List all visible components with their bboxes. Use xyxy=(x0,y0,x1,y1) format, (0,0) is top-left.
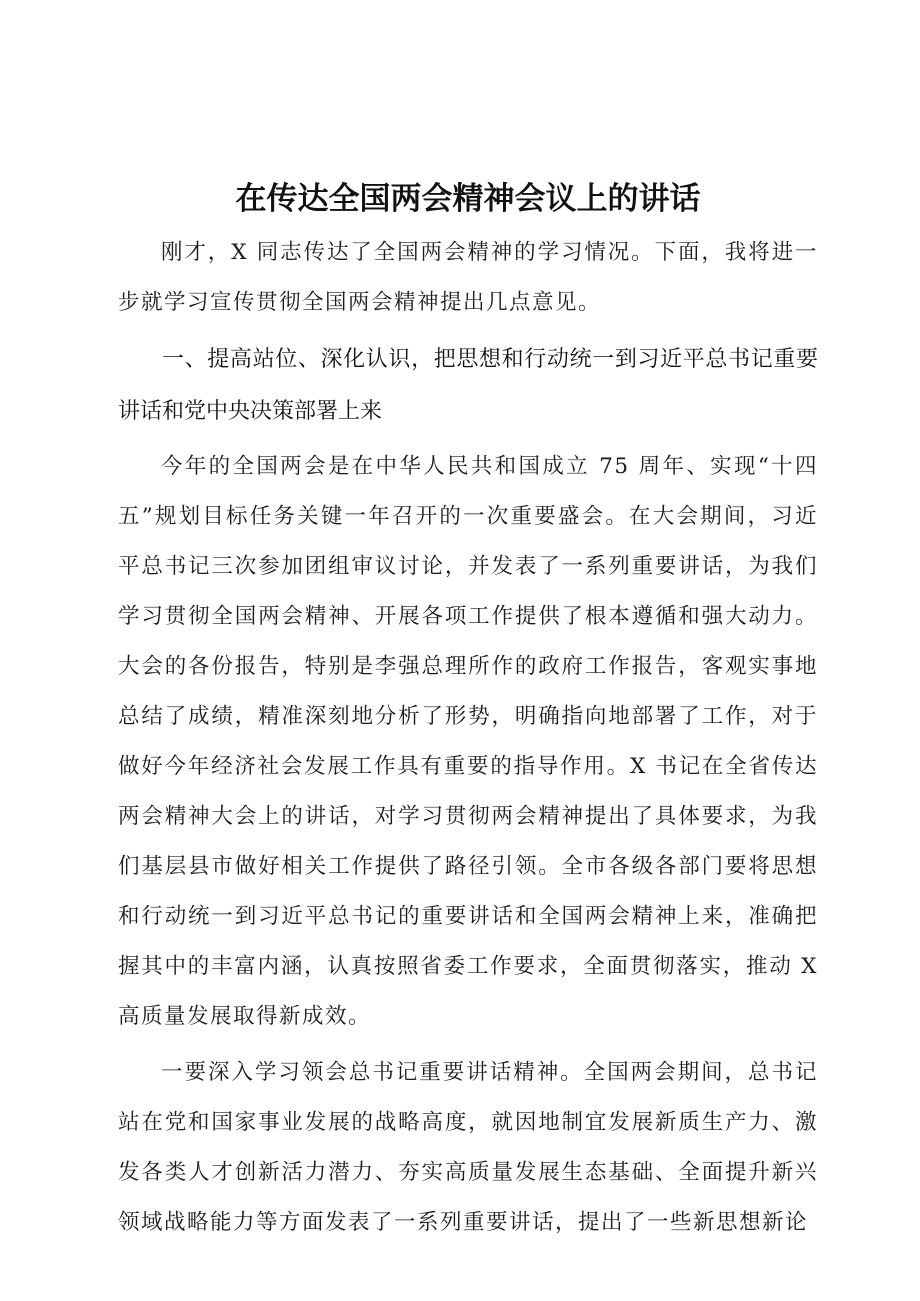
body-paragraph-2: 一要深入学习领会总书记重要讲话精神。全国两会期间，总书记站在党和国家事业发展的战略高度，就因地制宜发展新质生产力、激发各类人才创新活力潜力、夯实高质量发展生态基础、全面提升新兴领域战略能力等方面发表了一系列重要讲话，提出了一些新思想新论 xyxy=(118,1060,818,1235)
intro-paragraph: 刚才，X 同志传达了全国两会精神的学习情况。下面，我将进一步就学习宣传贯彻全国两会精神提出几点意见。 xyxy=(118,240,818,315)
document-page xyxy=(118,170,818,1248)
body-paragraph-1: 今年的全国两会是在中华人民共和国成立 75 周年、实现“十四五”规划目标任务关键一年召开的一次重要盛会。在大会期间，习近平总书记三次参加团组审议讨论，并发表了一系列重要讲话，为我们学习贯彻全国两会精神、开展各项工作提供了根本遵循和强大动力。大会的各份报告，特别是李强总理所作的政府工作报告，客观实事地总结了成绩，精准深刻地分析了形势，明确指向地部署了工作，对于做好今年经济社会发展工作具有重要的指导作用。X 书记在全省传达两会精神大会上的讲话，对学习贯彻两会精神提出了具体要求，为我们基层县市做好相关工作提供了路径引领。全市各级各部门要将思想和行动统一到习近平总书记的重要讲话和全国两会精神上来，准确把握其中的丰富内涵，认真按照省委工作要求，全面贯彻落实，推动 X 高质量发展取得新成效。 xyxy=(118,454,818,1029)
section-heading-1: 一、提高站位、深化认识，把思想和行动统一到习近平总书记重要讲话和党中央决策部署上来 xyxy=(118,347,818,424)
document-title: 在传达全国两会精神会议上的讲话 xyxy=(235,181,701,217)
